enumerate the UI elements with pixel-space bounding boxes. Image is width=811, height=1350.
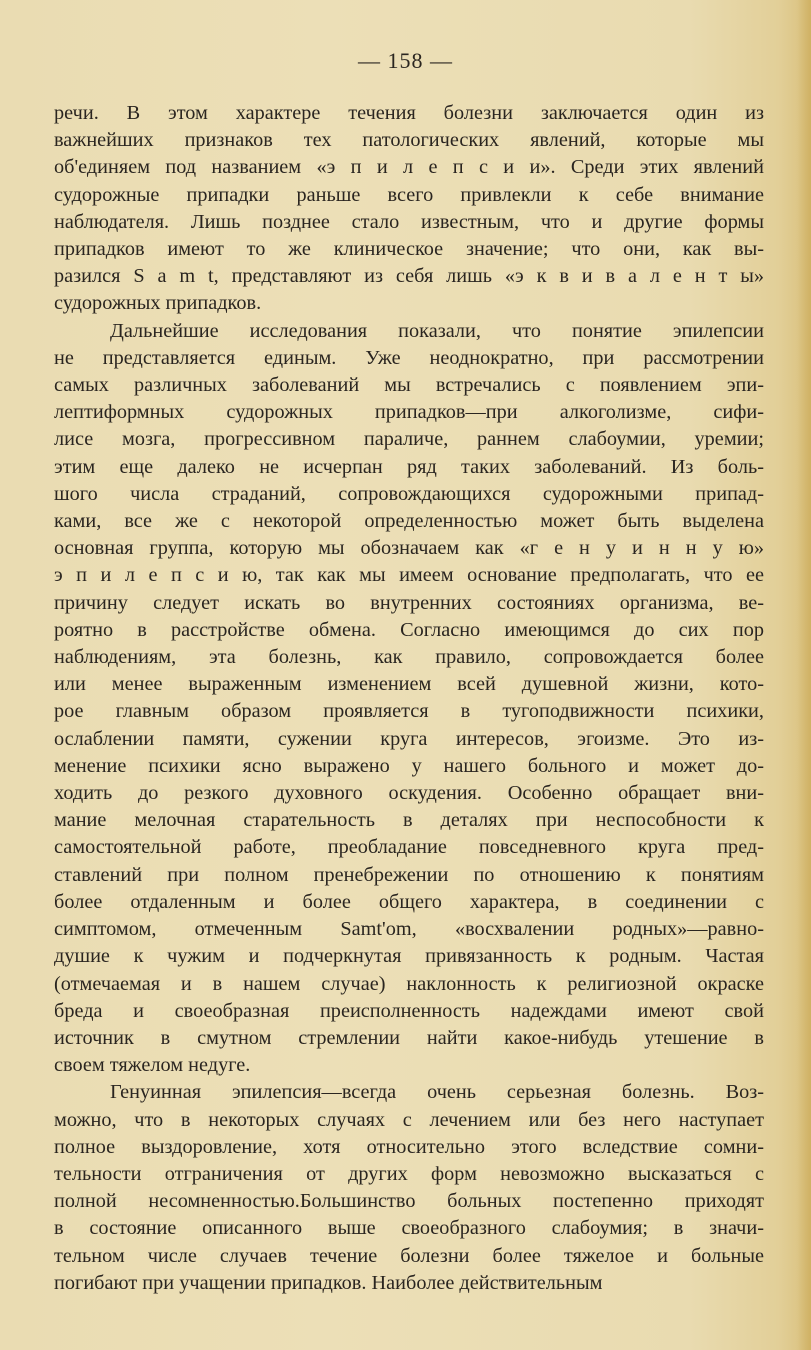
text-line: ками, все же с некоторой определенностью может быть выделена (54, 510, 764, 533)
text-line: источник в смутном стремлении найти какое-нибудь утешение в (54, 1026, 764, 1049)
text-line: Дальнейшие исследования показали, что понятие эпилепсии (110, 319, 764, 342)
text-line: лептиформных судорожных припадков—при алкоголизме, сифи- (54, 401, 764, 424)
paragraph-1 (54, 100, 764, 318)
text-line: бреда и своеобразная преисполненность надеждами имеют свой (54, 999, 764, 1022)
text-line: полной несомненностью.Большинство больных постепенно приходят (54, 1190, 764, 1213)
text-line: самостоятельной работе, преобладание повседневного круга пред- (54, 836, 764, 859)
page-number: — 158 — (358, 48, 453, 73)
text-line: или менее выраженным изменением всей душевной жизни, кото- (54, 673, 764, 696)
text-line: душие к чужим и подчеркнутая привязанность к родным. Частая (54, 945, 764, 968)
text-line: в состояние описанного выше своеобразного слабоумия; в значи- (54, 1217, 764, 1240)
text-line: симптомом, отмеченным Samt'om, «восхвалении родных»—равно- (54, 918, 764, 941)
text-line: судорожных припадков. (54, 292, 262, 315)
text-line: тельном числе случаев течение болезни более тяжелое и больные (54, 1244, 764, 1267)
text-line: самых различных заболеваний мы встречались с появлением эпи- (54, 374, 764, 397)
text-line: ходить до резкого духовного оскудения. Особенно обращает вни- (54, 782, 764, 805)
text-line: разился S a m t, представляют из себя лишь «э к в и в а л е н т ы» (54, 265, 764, 288)
text-line: основная группа, которую мы обозначаем как «г е н у и н н у ю» (54, 537, 764, 560)
text-line: более отдаленным и более общего характера, в соединении с (54, 890, 764, 913)
text-line: этим еще далеко не исчерпан ряд таких заболеваний. Из боль- (54, 455, 764, 478)
text-line: ставлений при полном пренебрежении по отношению к понятиям (54, 863, 764, 886)
paragraph-3 (54, 1079, 764, 1297)
text-line: шого числа страданий, сопровождающихся судорожными припад- (54, 482, 764, 505)
text-line: наблюдателя. Лишь позднее стало известным, что и другие формы (54, 210, 764, 233)
page-edge-shadow (797, 0, 811, 1350)
text-line: наблюдениям, эта болезнь, как правило, сопровождается более (54, 646, 764, 669)
text-line: погибают при учащении припадков. Наиболее действительным (54, 1271, 603, 1294)
text-line: ослаблении памяти, сужении круга интересов, эгоизме. Это из- (54, 727, 764, 750)
text-line: об'единяем под названием «э п и л е п с и и». Среди этих явлений (54, 156, 764, 179)
text-line: важнейших признаков тех патологических явлений, которые мы (54, 129, 764, 152)
text-line: рое главным образом проявляется в тугоподвижности психики, (54, 700, 764, 723)
text-line: причину следует искать во внутренних состояниях организма, ве- (54, 591, 764, 614)
text-line: не представляется единым. Уже неоднократно, при рассмотрении (54, 346, 764, 369)
text-line: роятно в расстройстве обмена. Согласно имеющимся до сих пор (54, 618, 764, 641)
body-text (54, 100, 764, 1297)
text-line: менение психики ясно выражено у нашего больного и может до- (54, 754, 764, 777)
text-line: припадков имеют то же клиническое значение; что они, как вы- (54, 238, 764, 261)
text-line: лисе мозга, прогрессивном параличе, раннем слабоумии, уремии; (54, 428, 764, 451)
text-line: э п и л е п с и ю, так как мы имеем основание предполагать, что ее (54, 564, 764, 587)
text-line: мание мелочная старательность в деталях при неспособности к (54, 809, 764, 832)
text-line: (отмечаемая и в нашем случае) наклонность к религиозной окраске (54, 972, 764, 995)
text-line: своем тяжелом недуге. (54, 1054, 251, 1077)
paragraph-2 (54, 318, 764, 1080)
text-line: полное выздоровление, хотя относительно этого вследствие сомни- (54, 1135, 764, 1158)
text-line: Генуинная эпилепсия—всегда очень серьезная болезнь. Воз- (110, 1081, 764, 1104)
text-line: можно, что в некоторых случаях с лечением или без него наступает (54, 1108, 764, 1131)
text-line: судорожные припадки раньше всего привлекли к себе внимание (54, 183, 764, 206)
text-line: речи. В этом характере течения болезни заключается один из (54, 102, 764, 124)
text-line: тельности отграничения от других форм невозможно высказаться с (54, 1162, 764, 1185)
